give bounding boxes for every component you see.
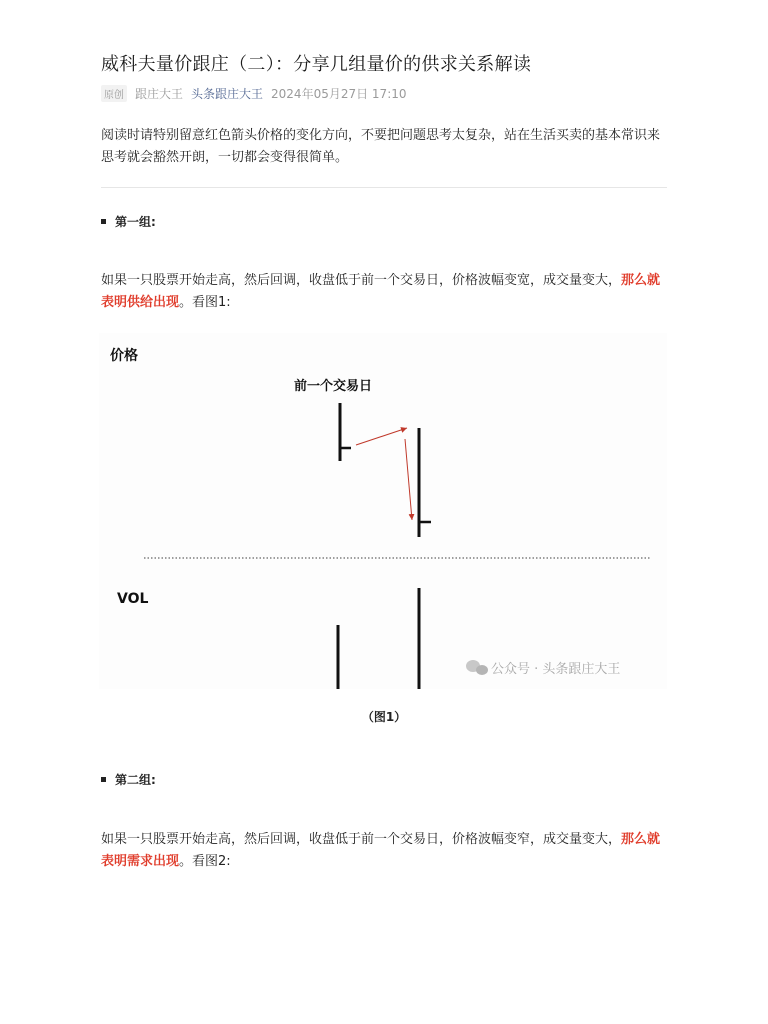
figure-1 — [99, 333, 667, 689]
highlight-text: 那么就表明需求出现 — [101, 832, 661, 869]
publish-datetime: 2024年05月27日 17:10 — [271, 87, 407, 101]
paragraph-text: 如果一只股票开始走高，然后回调，收盘低于前一个交易日，价格波幅变窄，成交量变大， — [101, 832, 622, 847]
section-heading-1 — [101, 213, 156, 230]
bullet-icon — [101, 219, 106, 224]
arrow-down — [405, 439, 412, 520]
divider — [101, 187, 667, 188]
price-label: 价格 — [110, 348, 138, 364]
article-title: 威科夫量价跟庄（二）：分享几组量价的供求关系解读 — [101, 54, 532, 75]
figure-1-caption: （图1） — [361, 710, 407, 724]
highlight-text: 那么就表明供给出现 — [101, 273, 661, 310]
section-paragraph-2 — [101, 829, 667, 873]
section-heading-label: 第二组: — [115, 773, 156, 787]
section-paragraph-1 — [101, 270, 667, 314]
article-meta — [101, 85, 407, 102]
arrow-up-right — [356, 428, 407, 445]
bullet-icon — [101, 777, 106, 782]
account-link[interactable]: 头条跟庄大王 — [191, 87, 264, 101]
wechat-icon — [466, 660, 488, 675]
paragraph-text-end: 。看图1: — [179, 295, 231, 310]
vol-label: VOL — [117, 591, 149, 607]
paragraph-text: 如果一只股票开始走高，然后回调，收盘低于前一个交易日，价格波幅变宽，成交量变大， — [101, 273, 622, 288]
intro-paragraph: 阅读时请特别留意红色箭头价格的变化方向，不要把问题思考太复杂，站在生活买卖的基本常识来思考就会豁然开朗，一切都会变得很简单。 — [101, 128, 661, 165]
paragraph-text-end: 。看图2: — [179, 854, 231, 869]
section-heading-2 — [101, 771, 156, 788]
watermark-text: 公众号 · 头条跟庄大王 — [491, 662, 621, 677]
author-name[interactable]: 跟庄大王 — [135, 87, 184, 101]
original-tag: 原创 — [101, 85, 127, 102]
figure-1-diagram — [99, 333, 667, 689]
section-heading-label: 第一组: — [115, 215, 156, 229]
prev-day-label: 前一个交易日 — [294, 379, 373, 394]
